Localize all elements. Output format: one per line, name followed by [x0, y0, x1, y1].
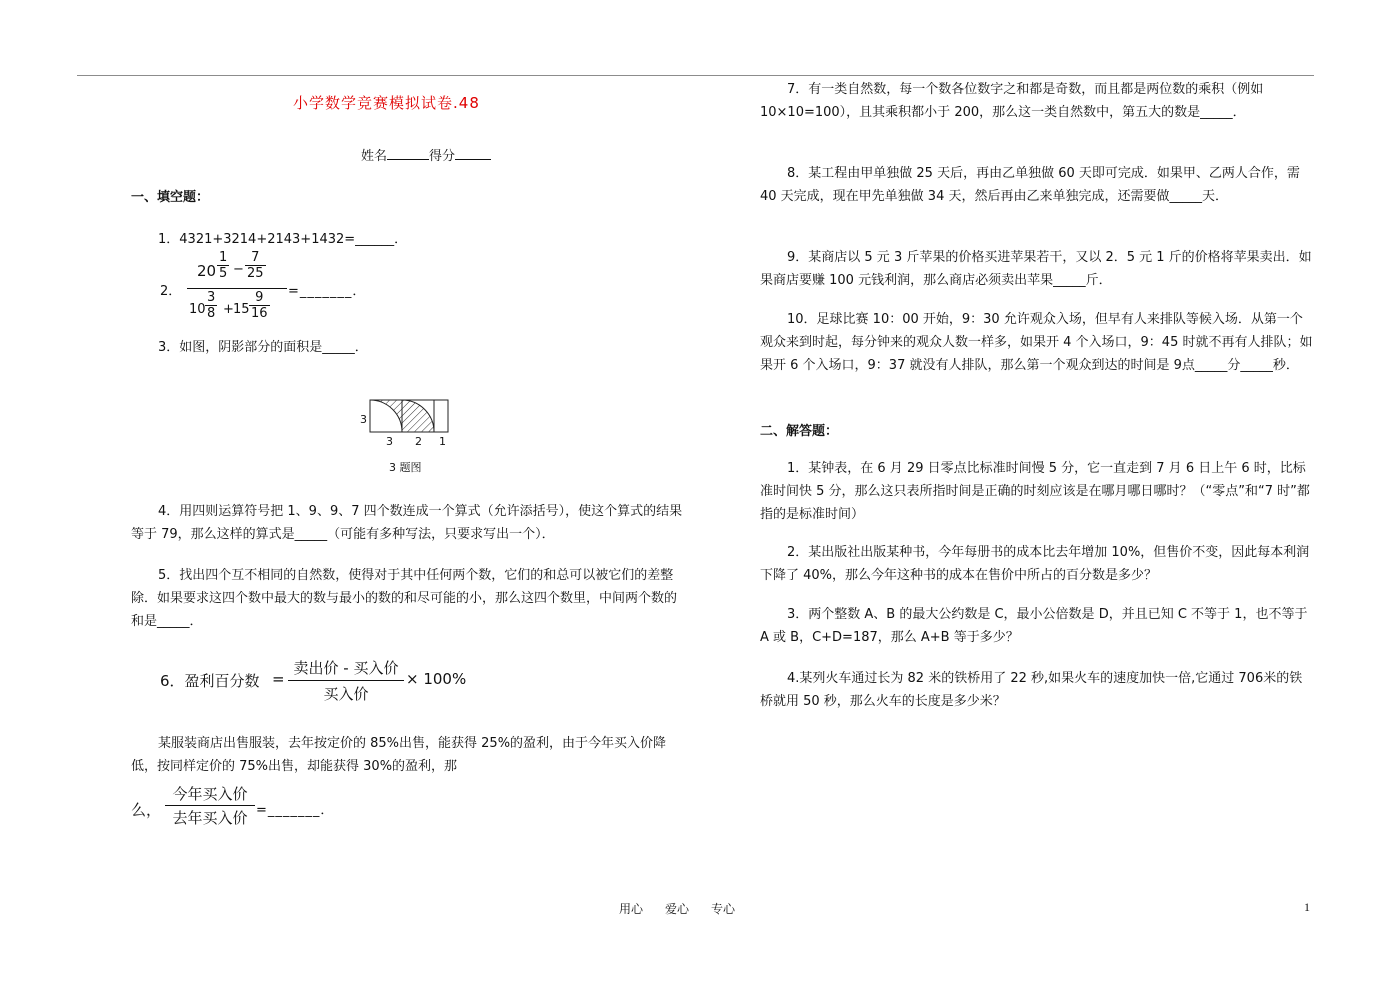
question-2-denominator: 10 $\frac{3}{8}$ + 15 $\frac{9}{16}$ — [189, 290, 268, 321]
question-5: 5．找出四个互不相同的自然数，使得对于其中任何两个数，它们的和总可以被它们的差整除．如果要求这四个数中最大的数与最小的数的和尽可能的小，那么这四个数里，中间两个数的和是_____． — [131, 568, 678, 629]
problem-4: 4.某列火车通过长为 82 米的铁桥用了 22 秒,如果火车的速度加快一倍,它通过 706米的铁桥就用 50 秒，那么火车的长度是多少米？ — [760, 671, 1303, 709]
question-2-numerator: 20 $\frac{1}{5}$ − $\frac{7}{25}$ — [187, 250, 287, 289]
shaded-area-figure — [358, 396, 458, 476]
figure-bottom-label-1: 3 — [386, 435, 393, 448]
footer-item-2: 爱心 — [665, 902, 690, 916]
question-9: 9．某商店以 5 元 3 斤苹果的价格买进苹果若干，又以 2．5 元 1 斤的价格将苹果卖出．如果商店要赚 100 元钱利润，那么商店必须卖出苹果_____斤． — [760, 250, 1312, 288]
name-blank — [387, 147, 429, 160]
question-4: 4．用四则运算符号把 1、9、9、7 四个数连成一个算式（允许添括号），使这个算式的结果等于 79，那么这样的算式是_____（可能有多种写法，只要求写出一个）． — [131, 504, 683, 542]
section2-heading: 二、解答题： — [760, 424, 839, 439]
question-8: 8．某工程由甲单独做 25 天后，再由乙单独做 60 天即可完成．如果甲、乙两人合作，需 40 天完成，现在甲先单独做 34 天，然后再由乙来单独完成，还需要做_____天． — [760, 166, 1300, 204]
question-7: 7．有一类自然数，每一个数各位数字之和都是奇数，而且都是两位数的乘积（例如 10×10=100），且其乘积都小于 200，那么这一类自然数中，第五大的数是_____． — [760, 82, 1264, 120]
question-6-final-fraction: 今年买入价 去年买入价 — [165, 783, 255, 828]
question-6-fraction: 卖出价 - 买入价 买入价 — [288, 657, 404, 704]
question-2-label: 2． — [160, 284, 182, 299]
footer-motto — [619, 900, 757, 917]
question-6-label: 6．盈利百分数 — [160, 672, 260, 690]
figure-caption: 3 题图 — [389, 461, 422, 474]
footer-item-3: 专心 — [711, 902, 736, 916]
problem-2: 2．某出版社出版某种书，今年每册书的成本比去年增加 10%，但售价不变，因此每本利润下降了 40%，那么今年这种书的成本在售价中所占的百分数是多少？ — [760, 545, 1310, 583]
question-6-text: 某服装商店出售服装，去年按定价的 85%出售，能获得 25%的盈利，由于今年买入价降低，按同样定价的 75%出售，却能获得 30%的盈利，那 — [131, 736, 667, 774]
question-10: 10．足球比赛 10：00 开始，9：30 允许观众入场，但早有人来排队等候入场．从第一个观众来到时起，每分钟来的观众人数一样多，如果开 4 个入场口，9：45 时就不再有人排队；如果开 6 个入场口，9：37 就没有人排队，那么第一个观众到达的时间是 9点_____分_____秒． — [760, 312, 1313, 373]
problem-1: 1．某钟表，在 6 月 29 日零点比标准时间慢 5 分，它一直走到 7 月 6 日上午 6 时，比标准时间快 5 分，那么这只表所指时间是正确的时刻应该是在哪月哪日哪时？（“零点”和“7 时”都指的是标准时间） — [760, 461, 1310, 522]
figure-bottom-label-3: 1 — [439, 435, 446, 448]
score-label: 得分 — [429, 149, 456, 164]
score-blank — [455, 147, 491, 160]
figure-left-label: 3 — [360, 413, 367, 426]
name-label: 姓名 — [361, 149, 388, 164]
footer-item-1: 用心 — [619, 902, 644, 916]
problem-3: 3．两个整数 A、B 的最大公约数是 C，最小公倍数是 D，并且已知 C 不等于 1，也不等于 A 或 B，C+D=187，那么 A+B 等于多少？ — [760, 607, 1308, 645]
name-score-row — [361, 145, 491, 164]
question-2-answer: =_______． — [288, 284, 367, 299]
section1-heading: 一、填空题： — [131, 190, 210, 205]
question-3: 3．如图，阴影部分的面积是_____． — [158, 340, 368, 355]
page-title: 小学数学竞赛模拟试卷.48 — [293, 94, 480, 112]
header-rule — [77, 75, 1314, 76]
figure-bottom-label-2: 2 — [415, 435, 422, 448]
page-number: 1 — [1304, 900, 1310, 914]
question-1: 1．4321+3214+2143+1432=______． — [158, 232, 408, 247]
